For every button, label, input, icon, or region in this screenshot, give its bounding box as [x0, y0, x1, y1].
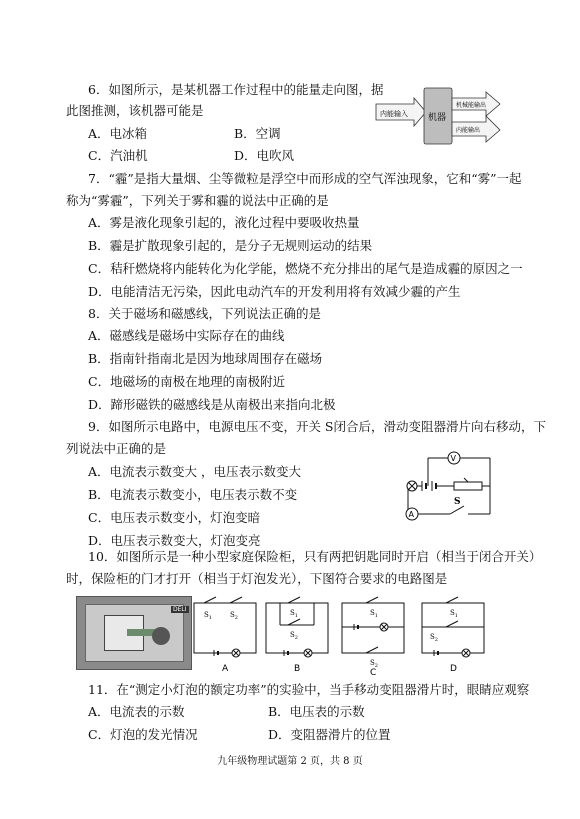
q7-option-b: B．霾是扩散现象引起的，是分子无规则运动的结果 — [88, 238, 373, 253]
q7-option-d: D．电能清洁无污染，因此电动汽车的开发利用将有效减少霾的产生 — [88, 284, 461, 299]
q6-option-b: B．空调 — [234, 126, 281, 141]
q6-option-d: D．电吹风 — [234, 148, 295, 163]
q7-option-a: A．雾是液化现象引起的，液化过程中要吸收热量 — [88, 215, 360, 230]
svg-text:S2: $S_2$ — [230, 611, 238, 621]
circuit-label-b: B — [294, 664, 301, 674]
q11-option-a: A．电流表的示数 — [88, 704, 185, 719]
q8-option-c: C．地磁场的南极在地理的南极附近 — [88, 374, 286, 389]
q8-option-a: A．磁感线是磁场中实际存在的曲线 — [88, 328, 285, 343]
q10-circuit-options — [190, 595, 490, 677]
q7-option-c: C．秸秆燃烧将内能转化为化学能，燃烧不充分排出的尾气是造成霾的原因之一 — [88, 261, 523, 276]
q8-line1: 8．关于磁场和磁感线，下列说法正确的是 — [88, 306, 321, 321]
svg-text:S1: $S_1$ — [204, 611, 212, 621]
ammeter-label: A — [408, 510, 414, 519]
q11-option-b: B．电压表的示数 — [268, 704, 365, 719]
q11-option-c: C．灯泡的发光情况 — [88, 727, 198, 742]
q10-line1: 10．如图所示是一种小型家庭保险柜，只有两把钥匙同时开启（相当于闭合开关） — [88, 549, 542, 564]
q6-option-a: A．电冰箱 — [88, 126, 148, 141]
q9-circuit-diagram — [398, 450, 498, 528]
circuit-label-c: C — [370, 668, 377, 677]
svg-text:S2: $S_2$ — [430, 633, 438, 643]
page-footer: 九年级物理试题第 2 页，共 8 页 — [217, 756, 363, 767]
svg-text:S2: $S_2$ — [290, 631, 298, 641]
diagram-input-label: 内能输入 — [380, 110, 408, 118]
safe-brand: DELI — [173, 606, 187, 613]
svg-text:S1: $S_1$ — [450, 609, 458, 619]
circuit-label-d: D — [450, 664, 457, 674]
q8-option-d: D．蹄形磁铁的磁感线是从南极出来指向北极 — [88, 397, 336, 412]
q7-line1: 7．“霾”是指大量烟、尘等微粒是浮空中而形成的空气浑浊现象，它和“雾”一起 — [88, 171, 522, 186]
circuit-label-a: A — [222, 664, 229, 674]
q10-line2: 时，保险柜的门才打开（相当于灯泡发光），下图符合要求的电路图是 — [66, 571, 448, 586]
svg-text:S1: $S_1$ — [370, 609, 378, 619]
q11-option-d: D．变阻器滑片的位置 — [268, 727, 391, 742]
switch-label: S — [454, 497, 461, 507]
diagram-output2-label: 内能输出 — [456, 127, 481, 134]
q7-line2: 称为“雾霾”，下列关于雾和霾的说法中正确的是 — [66, 193, 329, 208]
q9-line1: 9．如图所示电路中，电源电压不变，开关 S闭合后，滑动变阻器滑片向右移动，下 — [88, 419, 546, 434]
q9-option-b: B．电流表示数变小，电压表示数不变 — [88, 487, 298, 502]
diagram-output1-label: 机械能输出 — [456, 102, 487, 109]
safe-image — [76, 596, 192, 670]
svg-text:S2: $S_2$ — [370, 659, 378, 669]
q9-option-d: D．电压表示数变大，灯泡变亮 — [88, 533, 261, 548]
q9-line2: 列说法中正确的是 — [66, 441, 167, 456]
voltmeter-label: V — [450, 454, 456, 463]
energy-flow-diagram — [374, 84, 514, 150]
q9-option-a: A．电流表示数变大 ，电压表示数变大 — [88, 464, 302, 479]
q8-option-b: B．指南针指南北是因为地球周围存在磁场 — [88, 351, 323, 366]
q9-option-c: C．电压表示数变小，灯泡变暗 — [88, 510, 261, 525]
svg-text:S1: $S_1$ — [290, 609, 298, 619]
q6-line1: 6．如图所示，是某机器工作过程中的能量走向图，据 — [88, 82, 384, 97]
diagram-machine-label: 机器 — [428, 113, 447, 123]
q11-line1: 11．在“测定小灯泡的额定功率”的实验中，当手移动变阻器滑片时，眼睛应观察 — [88, 682, 530, 697]
q6-line2: 此图推测，该机器可能是 — [66, 103, 204, 118]
q6-option-c: C．汽油机 — [88, 148, 148, 163]
